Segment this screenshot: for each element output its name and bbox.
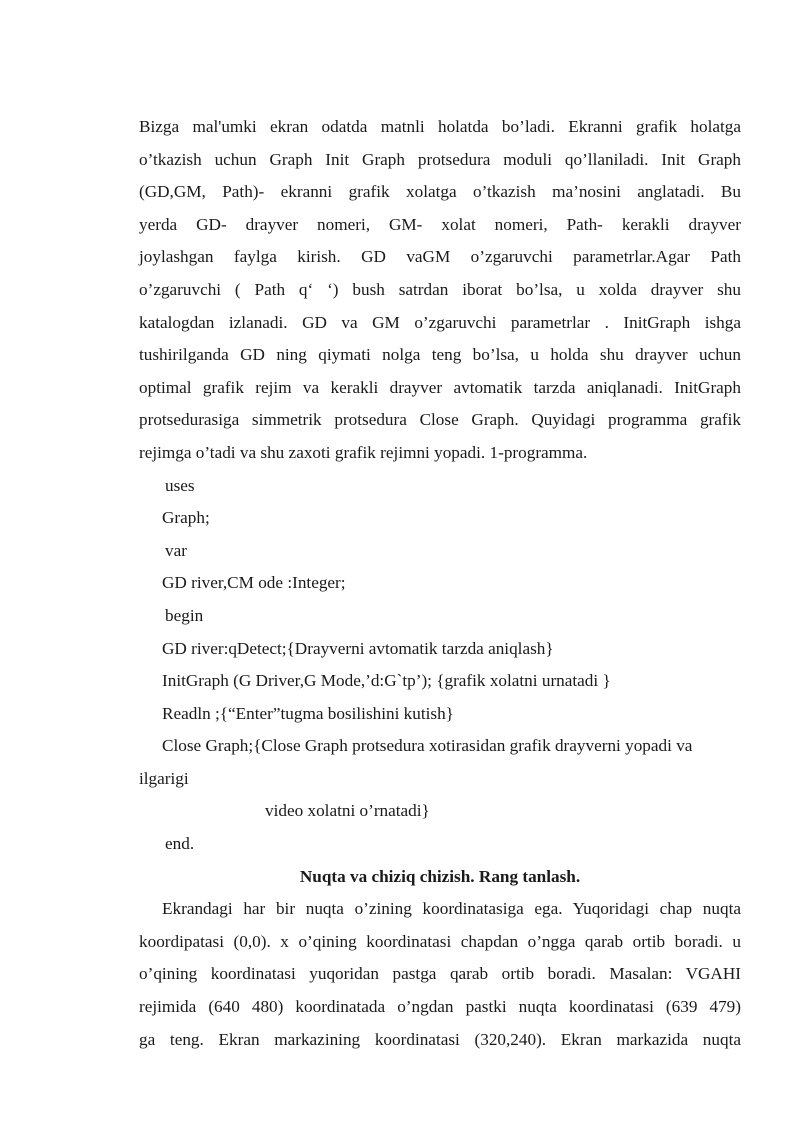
paragraph-line: o’qining koordinatasi yuqoridan pastga qarab ortib boradi. Masalan: VGAHI [139,964,741,984]
paragraph-line: katalogdan izlanadi. GD va GM o’zgaruvchi parametrlar . InitGraph ishga [139,312,741,332]
code-line-graph: Graph; [162,508,210,528]
code-line-declaration: GD river,CM ode :Integer; [162,573,346,593]
program-listing [139,470,741,861]
code-line-closegraph-end: video xolatni o’rnatadi} [265,801,430,821]
paragraph-line: rejimida (640 480) koordinatada o’ngdan pastki nuqta koordinatasi (639 479) [139,997,741,1017]
code-line-begin: begin [165,605,204,625]
code-line-closegraph: Close Graph;{Close Graph protsedura xotirasidan grafik drayverni yopadi va [162,736,693,756]
code-line-var: var [165,540,187,560]
code-line-uses: uses [165,475,195,495]
paragraph-line: yerda GD- drayver nomeri, GM- xolat nomeri, Path- kerakli drayver [139,214,741,234]
paragraph-line: koordipatasi (0,0). x o’qining koordinatasi chapdan o’ngga qarab ortib boradi. u [139,931,741,951]
code-line-end: end. [165,834,195,854]
coordinates-paragraph [139,893,741,1056]
paragraph-line: Ekrandagi har bir nuqta o’zining koordinatasiga ega. Yuqoridagi chap nuqta [162,899,741,919]
paragraph-line: o’tkazish uchun Graph Init Graph protsedura moduli qo’llaniladi. Init Graph [139,149,741,169]
paragraph-line: protsedurasiga simmetrik protsedura Close Graph. Quyidagi programma grafik [139,410,741,430]
code-line-readln: Readln ;{“Enter”tugma bosilishini kutish} [162,703,454,723]
paragraph-line: (GD,GM, Path)- ekranni grafik xolatga o’tkazish ma’nosini anglatadi. Bu [139,182,741,202]
code-line-initgraph: InitGraph (G Driver,G Mode,’d:G`tp’); {grafik xolatni urnatadi } [162,671,611,691]
section-heading: Nuqta va chiziq chizish. Rang tanlash. [299,866,581,886]
paragraph-line: Bizga mal'umki ekran odatda matnli holatda bo’ladi. Ekranni grafik holatga [139,117,741,136]
paragraph-line: joylashgan faylga kirish. GD vaGM o’zgaruvchi parametrlar.Agar Path [139,247,741,267]
paragraph-line: ga teng. Ekran markazining koordinatasi (320,240). Ekran markazida nuqta [139,1029,741,1049]
paragraph-line: optimal grafik rejim va kerakli drayver avtomatik tarzda aniqlanadi. InitGraph [139,377,741,397]
intro-paragraph [139,111,741,470]
paragraph-line: tushirilganda GD ning qiymati nolga teng bo’lsa, u holda shu drayver uchun [139,345,741,365]
code-line-closegraph-cont: ilgarigi [139,768,189,788]
code-line-detect: GD river:qDetect;{Drayverni avtomatik tarzda aniqlash} [162,638,554,658]
paragraph-line: rejimga o’tadi va shu zaxoti grafik rejimni yopadi. 1-programma. [139,442,588,462]
paragraph-line: o’zgaruvchi ( Path q‘ ‘) bush satrdan iborat bo’lsa, u xolda drayver shu [139,279,741,299]
document-body [139,111,741,1056]
